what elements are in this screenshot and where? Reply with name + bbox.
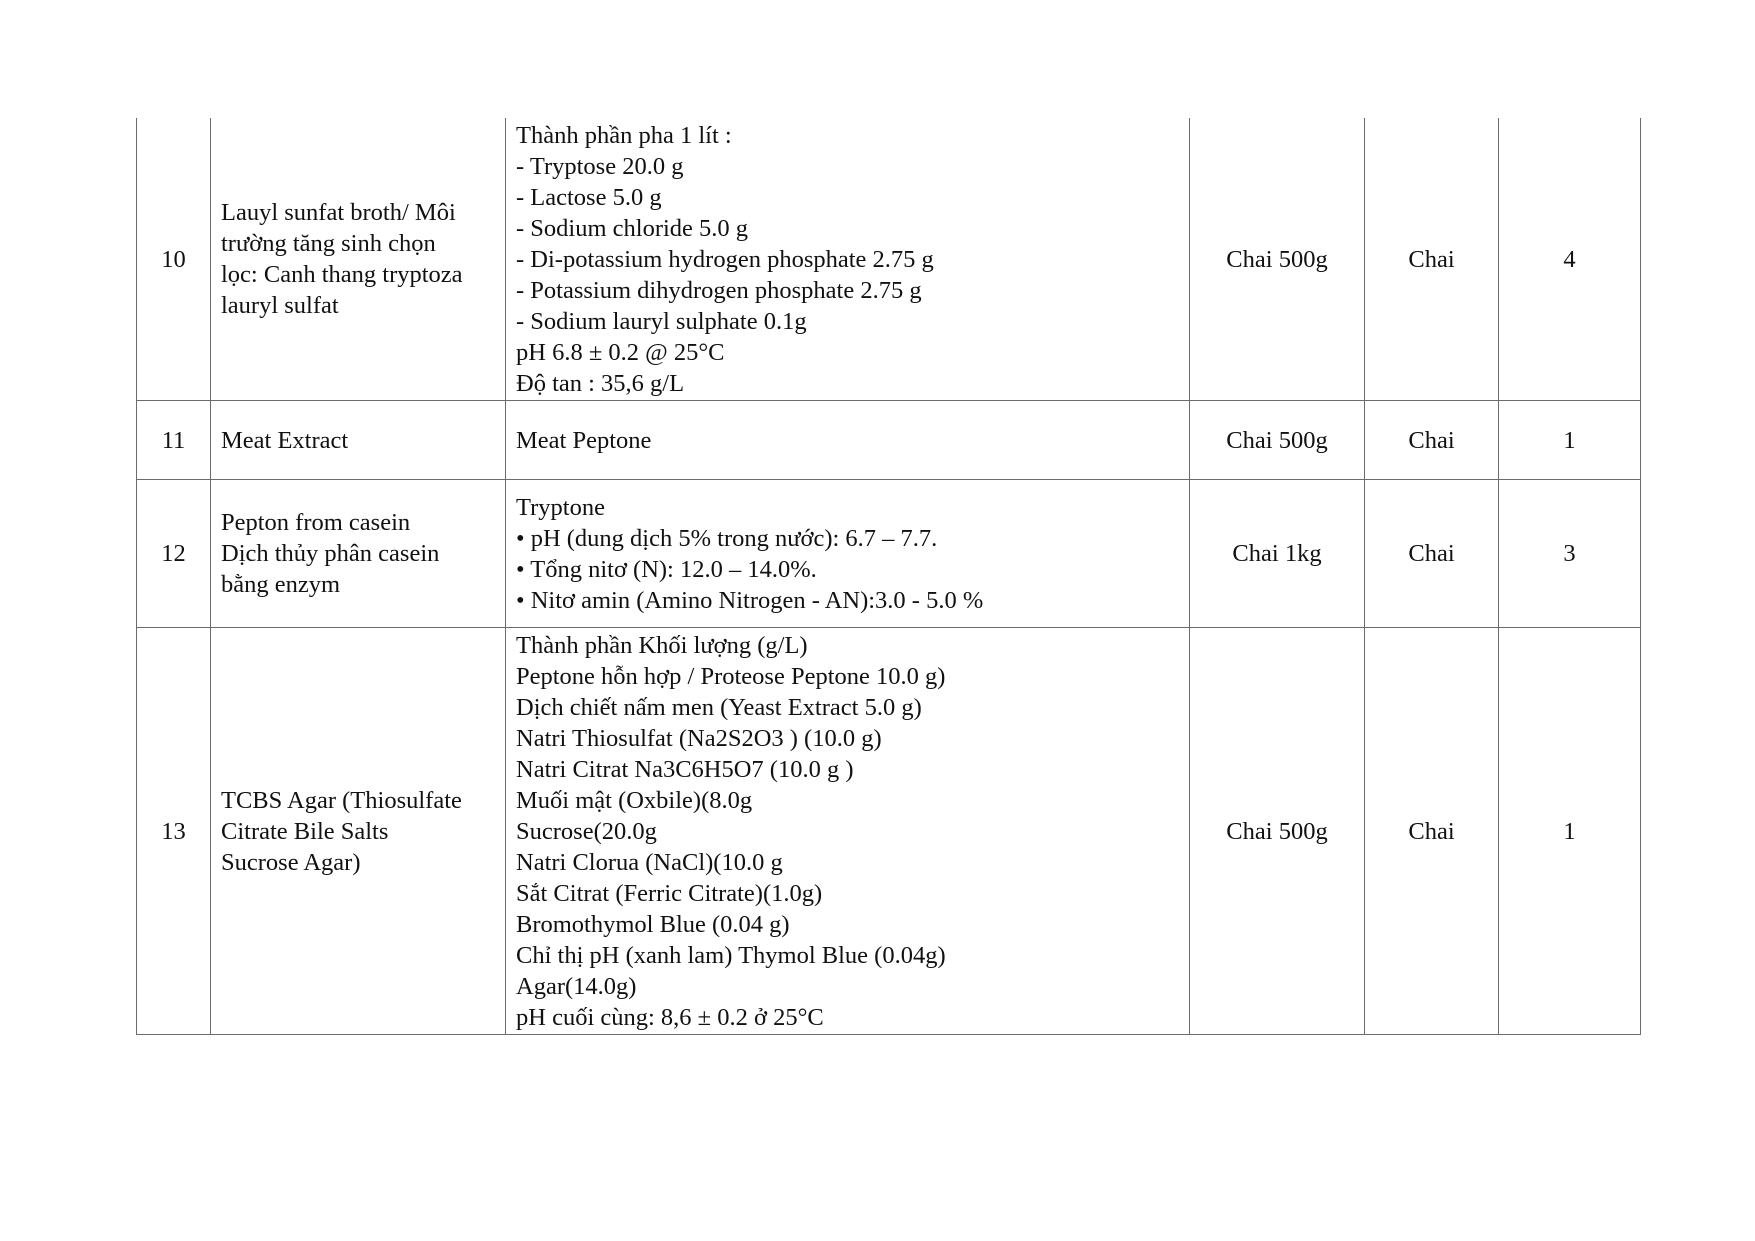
quantity: 1 bbox=[1499, 628, 1641, 1035]
item-name-line: Citrate Bile Salts bbox=[221, 817, 389, 845]
item-specification bbox=[506, 628, 1190, 1035]
packing: Chai 1kg bbox=[1190, 480, 1365, 628]
item-name-line: bằng enzym bbox=[221, 571, 341, 598]
item-name-line: Pepton from casein bbox=[221, 509, 411, 536]
spec-line: - Sodium chloride 5.0 g bbox=[516, 214, 749, 242]
item-name-line: Meat Extract bbox=[221, 426, 349, 454]
packing: Chai 500g bbox=[1190, 401, 1365, 480]
materials-table bbox=[136, 118, 1641, 1035]
spec-line: - Sodium lauryl sulphate 0.1g bbox=[516, 307, 807, 335]
unit: Chai bbox=[1365, 480, 1499, 628]
table-row bbox=[137, 480, 1641, 628]
item-name-line: lauryl sulfat bbox=[221, 292, 339, 319]
materials-table-body bbox=[137, 118, 1641, 1035]
spec-line: Thành phần Khối lượng (g/L) bbox=[516, 631, 808, 659]
packing: Chai 500g bbox=[1190, 628, 1365, 1035]
item-name bbox=[211, 480, 506, 628]
row-number: 11 bbox=[137, 401, 211, 480]
spec-line: Peptone hỗn hợp / Proteose Peptone 10.0 g) bbox=[516, 662, 946, 690]
item-name-line: Dịch thủy phân casein bbox=[221, 540, 440, 567]
item-name bbox=[211, 401, 506, 480]
spec-line: Chỉ thị pH (xanh lam) Thymol Blue (0.04g) bbox=[516, 941, 946, 969]
item-name bbox=[211, 118, 506, 401]
item-name-line: lọc: Canh thang tryptoza bbox=[221, 261, 463, 288]
item-name bbox=[211, 628, 506, 1035]
spec-line: pH cuối cùng: 8,6 ± 0.2 ở 25°C bbox=[516, 1003, 824, 1031]
spec-line: Dịch chiết nấm men (Yeast Extract 5.0 g) bbox=[516, 693, 922, 721]
spec-line: Muối mật (Oxbile)(8.0g bbox=[516, 786, 753, 814]
spec-line: Natri Citrat Na3C6H5O7 (10.0 g ) bbox=[516, 755, 854, 783]
item-specification bbox=[506, 118, 1190, 401]
spec-line: Tryptone bbox=[516, 493, 605, 521]
item-name-line: trường tăng sinh chọn bbox=[221, 230, 436, 257]
spec-line: - Lactose 5.0 g bbox=[516, 183, 662, 211]
quantity: 1 bbox=[1499, 401, 1641, 480]
packing: Chai 500g bbox=[1190, 118, 1365, 401]
spec-line: Độ tan : 35,6 g/L bbox=[516, 369, 685, 397]
spec-line: - Tryptose 20.0 g bbox=[516, 152, 684, 180]
spec-line: • pH (dung dịch 5% trong nước): 6.7 – 7.7. bbox=[516, 524, 938, 552]
item-name-line: Lauyl sunfat broth/ Môi bbox=[221, 199, 456, 226]
quantity: 3 bbox=[1499, 480, 1641, 628]
item-specification bbox=[506, 480, 1190, 628]
row-number: 12 bbox=[137, 480, 211, 628]
spec-line: Bromothymol Blue (0.04 g) bbox=[516, 910, 790, 938]
unit: Chai bbox=[1365, 118, 1499, 401]
spec-line: Sắt Citrat (Ferric Citrate)(1.0g) bbox=[516, 879, 823, 907]
spec-line: - Potassium dihydrogen phosphate 2.75 g bbox=[516, 276, 922, 304]
unit: Chai bbox=[1365, 628, 1499, 1035]
quantity: 4 bbox=[1499, 118, 1641, 401]
spec-line: Thành phần pha 1 lít : bbox=[516, 121, 732, 149]
spec-line: Sucrose(20.0g bbox=[516, 817, 657, 845]
item-name-line: Sucrose Agar) bbox=[221, 848, 361, 876]
spec-line: - Di-potassium hydrogen phosphate 2.75 g bbox=[516, 245, 934, 273]
unit: Chai bbox=[1365, 401, 1499, 480]
table-row bbox=[137, 118, 1641, 401]
spec-line: pH 6.8 ± 0.2 @ 25°C bbox=[516, 338, 725, 366]
table-row bbox=[137, 401, 1641, 480]
item-name-line: TCBS Agar (Thiosulfate bbox=[221, 786, 462, 814]
spec-line: • Nitơ amin (Amino Nitrogen - AN):3.0 - 5.0 % bbox=[516, 586, 984, 614]
spec-line: Natri Thiosulfat (Na2S2O3 ) (10.0 g) bbox=[516, 724, 882, 752]
spec-line: Agar(14.0g) bbox=[516, 972, 637, 1000]
spec-line: • Tổng nitơ (N): 12.0 – 14.0%. bbox=[516, 555, 817, 583]
spec-line: Meat Peptone bbox=[516, 426, 652, 454]
row-number: 13 bbox=[137, 628, 211, 1035]
item-specification bbox=[506, 401, 1190, 480]
row-number: 10 bbox=[137, 118, 211, 401]
table-row bbox=[137, 628, 1641, 1035]
spec-line: Natri Clorua (NaCl)(10.0 g bbox=[516, 848, 783, 876]
